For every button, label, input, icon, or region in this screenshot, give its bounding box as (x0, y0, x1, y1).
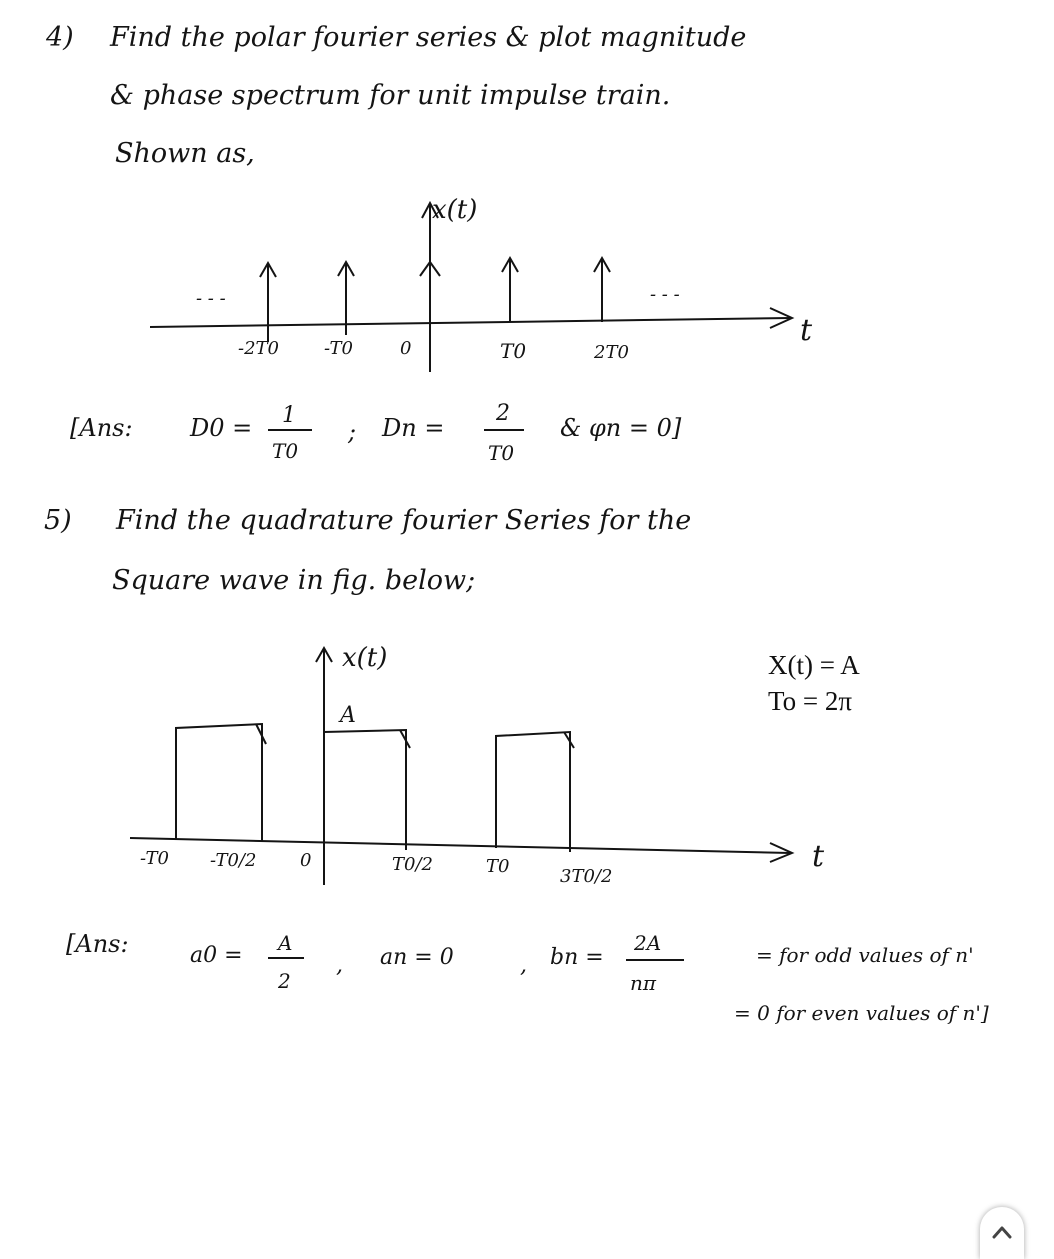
chevron-up-icon (992, 1224, 1012, 1243)
q5-line-2: Square wave in fig. below; (112, 565, 476, 596)
q5-a0-lhs: a0 = (190, 943, 243, 968)
q4-d0-numerator: 1 (282, 403, 296, 428)
q5-a0-numerator: A (278, 931, 293, 955)
q4-dn-lhs: Dn = (382, 414, 445, 442)
q5-line-1: Find the quadrature fourier Series for the (116, 505, 692, 536)
q5-number: 5) (44, 505, 72, 536)
q4-separator: ; (348, 418, 357, 446)
q4-number: 4) (46, 22, 74, 53)
q4-d0-denominator: T0 (272, 439, 299, 463)
q5-amplitude: A (340, 703, 356, 728)
q4-dn-numerator: 2 (496, 401, 510, 426)
q5-an: an = 0 (380, 945, 454, 970)
q4-left-dots: - - - (196, 288, 226, 309)
q5-tick: T0 (486, 856, 510, 877)
q4-line-3: Shown as, (115, 138, 255, 169)
q4-d0-lhs: D0 = (190, 414, 253, 442)
q5-even-values: = 0 for even values of n'] (734, 1001, 989, 1025)
q4-tick: -2T0 (238, 338, 279, 359)
given-line-1: X(t) = A (768, 650, 860, 680)
q4-line-2: & phase spectrum for unit impulse train. (110, 80, 671, 111)
q5-bn-denominator: nπ (630, 971, 657, 995)
q5-comma: , (520, 953, 527, 978)
q5-tick: T0/2 (392, 854, 433, 875)
q4-tick: 2T0 (594, 342, 629, 363)
q5-odd-values: = for odd values of n' (756, 943, 974, 967)
given-line-2: To = 2π (768, 686, 852, 716)
q5-xlabel: t (812, 839, 825, 874)
q4-ylabel: x(t) (432, 195, 478, 225)
q5-ans-prefix: [Ans: (66, 930, 129, 958)
q5-bn-numerator: 2A (634, 931, 662, 955)
q4-line-1: Find the polar fourier series & plot magnitude (110, 22, 747, 53)
q5-tick: -T0/2 (210, 850, 257, 871)
q4-dn-denominator: T0 (488, 441, 515, 465)
q5-tick: -T0 (140, 848, 169, 869)
q4-tick: 0 (400, 338, 412, 359)
q4-ans-prefix: [Ans: (70, 414, 133, 442)
q5-tick: 0 (300, 850, 312, 871)
q5-ylabel: x(t) (342, 643, 388, 673)
q5-comma: , (336, 953, 343, 978)
q4-tick: T0 (500, 339, 527, 363)
scroll-up-button[interactable] (980, 1207, 1024, 1259)
q4-tick: -T0 (324, 338, 353, 359)
q4-xlabel: t (800, 313, 813, 348)
q5-a0-denominator: 2 (278, 969, 291, 993)
q4-right-dots: - - - (650, 284, 680, 305)
q5-tick: 3T0/2 (560, 866, 613, 887)
q4-phase: & φn = 0] (560, 414, 682, 442)
q5-bn-lhs: bn = (550, 945, 604, 970)
